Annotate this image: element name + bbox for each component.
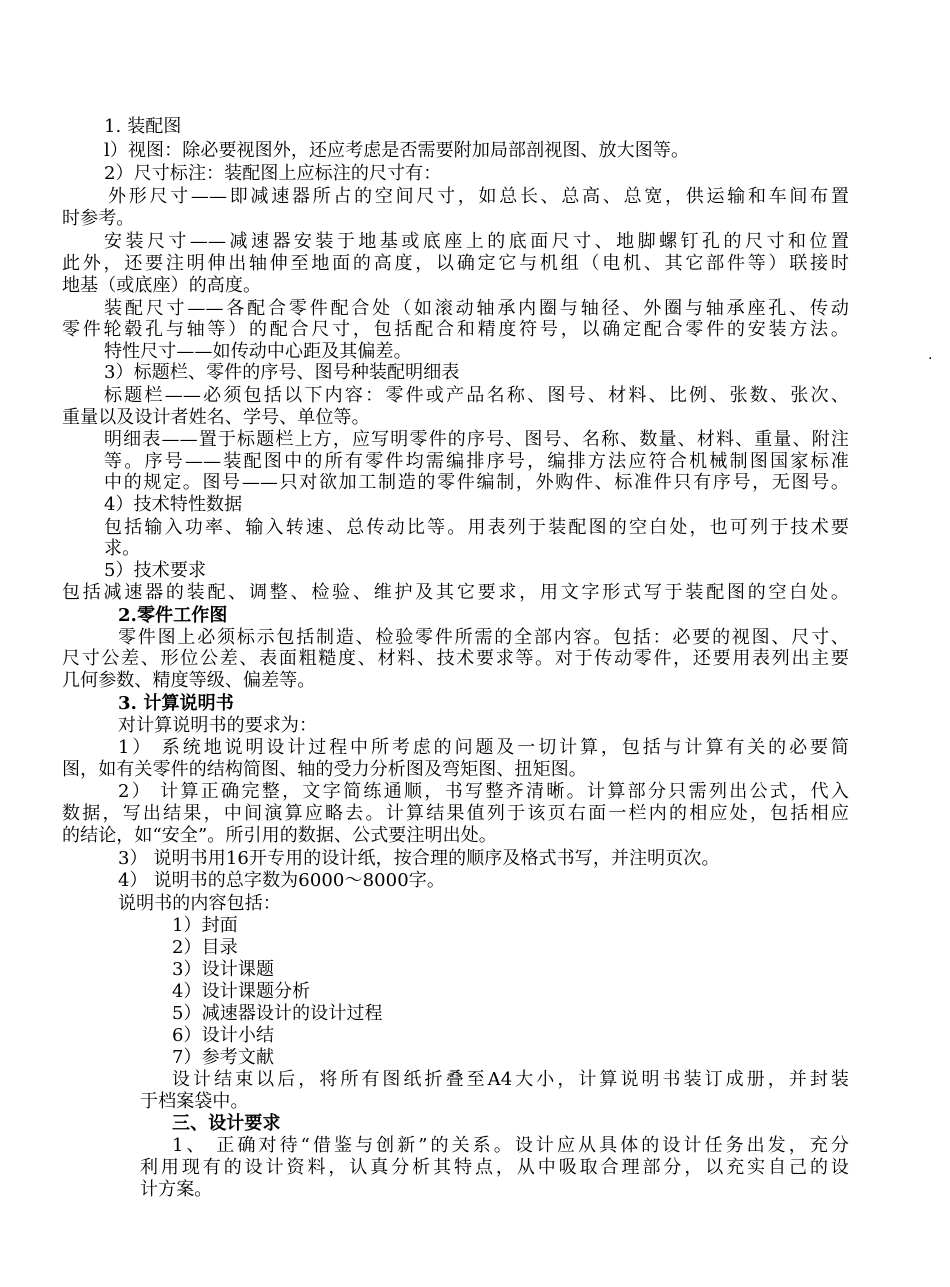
text-line: 安装尺寸——减速器安装于地基或底座上的底面尺寸、地脚螺钉孔的尺寸和位置 [104, 231, 849, 252]
text-line: 4） 说明书的总字数为6000～8000字。 [118, 870, 445, 891]
text-line: 几何参数、精度等级、偏差等。 [62, 670, 316, 691]
text-line: 利用现有的设计资料，认真分析其特点，从中吸取合理部分，以充实自己的设 [140, 1157, 849, 1178]
text-line: 等。序号——装配图中的所有零件均需编排序号，编排方法应符合机械制图国家标准 [104, 451, 849, 472]
text-line: 的结论，如“安全”。所引用的数据、公式要注明出处。 [62, 825, 497, 846]
text-line: 1、 正确对待“借鉴与创新”的关系。设计应从具体的设计任务出发，充分 [172, 1135, 849, 1156]
text-line: 标题栏——必须包括以下内容：零件或产品名称、图号、材料、比例、张数、张次、 [104, 385, 849, 406]
heading-assembly-drawing: 1. 装配图 [104, 116, 182, 137]
text-line: 时参考。 [62, 208, 135, 229]
text-line: 3）标题栏、零件的序号、图号种装配明细表 [104, 362, 460, 383]
text-line: 包括输入功率、输入转速、总传动比等。用表列于装配图的空白处，也可列于技术要 [104, 517, 849, 538]
list-item: 2）目录 [172, 937, 238, 958]
list-item: 4）设计课题分析 [172, 981, 311, 1002]
list-item: 3）设计课题 [172, 959, 275, 980]
text-line: 特性尺寸——如传动中心距及其偏差。 [104, 341, 412, 362]
list-item: 5）减速器设计的设计过程 [172, 1003, 383, 1024]
text-line: 数据，写出结果，中间演算应略去。计算结果值列于该页右面一栏内的相应处，包括相应 [62, 803, 849, 824]
text-line: 零件轮毂孔与轴等）的配合尺寸，包括配合和精度符号，以确定配合零件的安装方法。 [62, 319, 849, 340]
heading-part-drawing: 2.零件工作图 [118, 605, 228, 626]
heading-calc-manual: 3. 计算说明书 [118, 693, 234, 714]
text-line: 地基（或底座）的高度。 [62, 275, 262, 296]
text-line: 明细表——置于标题栏上方，应写明零件的序号、图号、名称、数量、材料、重量、附注 [104, 429, 849, 450]
margin-mark: . [928, 347, 933, 363]
text-line: 装配尺寸——各配合零件配合处（如滚动轴承内圈与轴径、外圈与轴承座孔、传动 [104, 298, 849, 319]
text-line: 图，如有关零件的结构简图、轴的受力分析图及弯矩图、扭矩图。 [62, 759, 587, 780]
text-line: 于档案袋中。 [140, 1091, 249, 1112]
text-line: 2）尺寸标注：装配图上应标注的尺寸有： [104, 163, 442, 184]
text-line: 对计算说明书的要求为： [118, 715, 318, 736]
heading-design-requirements: 三、设计要求 [172, 1113, 281, 1134]
text-line: 3） 说明书用16开专用的设计纸，按合理的顺序及格式书写，并注明页次。 [118, 848, 720, 869]
text-line: 说明书的内容包括： [118, 893, 281, 914]
text-line: 1） 系统地说明设计过程中所考虑的问题及一切计算，包括与计算有关的必要简 [118, 737, 849, 758]
text-line: 尺寸公差、形位公差、表面粗糙度、材料、技术要求等。对于传动零件，还要用表列出主要 [62, 648, 849, 669]
text-line: l）视图：除必要视图外，还应考虑是否需要附加局部剖视图、放大图等。 [104, 140, 690, 161]
list-item: 7）参考文献 [172, 1047, 275, 1068]
text-line: 2） 计算正确完整，文字简练通顺，书写整齐清晰。计算部分只需列出公式，代入 [118, 781, 849, 802]
text-line: 4）技术特性数据 [104, 494, 243, 515]
text-line: 外形尺寸——即减速器所占的空间尺寸，如总长、总高、总宽，供运输和车间布置 [108, 186, 849, 207]
text-line: 求。 [104, 538, 141, 559]
text-line: 计方案。 [140, 1179, 213, 1200]
text-line: 设计结束以后，将所有图纸折叠至A4大小，计算说明书装订成册，并封装 [172, 1069, 849, 1090]
text-line: 重量以及设计者姓名、学号、单位等。 [62, 407, 370, 428]
list-item: 1）封面 [172, 915, 238, 936]
text-line: 中的规定。图号——只对欲加工制造的零件编制，外购件、标准件只有序号，无图号。 [104, 472, 849, 493]
list-item: 6）设计小结 [172, 1025, 275, 1046]
text-line: 包括减速器的装配、调整、检验、维护及其它要求，用文字形式写于装配图的空白处。 [62, 582, 849, 603]
text-line: 零件图上必须标示包括制造、检验零件所需的全部内容。包括：必要的视图、尺寸、 [118, 627, 849, 648]
text-line: 5）技术要求 [104, 560, 207, 581]
text-line: 此外，还要注明伸出轴伸至地面的高度，以确定它与机组（电机、其它部件等）联接时 [62, 253, 849, 274]
